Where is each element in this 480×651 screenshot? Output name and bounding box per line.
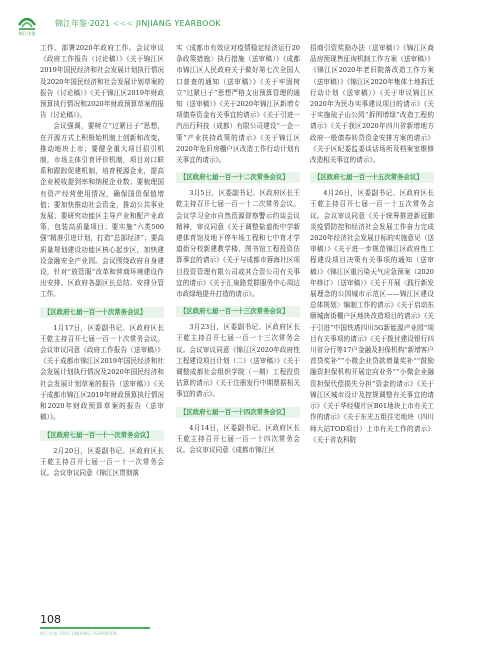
- section-heading: 【区政府七届一百一十一次常务会议】: [40, 430, 164, 441]
- paragraph: 实〈成都市有效应对疫情稳定经济运行20条政策措施〉执行措施（送审稿）》《成都市锦江区人民政府关于做好第七次全国人口普查的通知（送审稿）》《关于牢固树立“过紧日子”思想严格支出预算管理的通知（送审稿）》《关于2020年锦江区新增专项债券资金有关事宜的请示》《关于引进一汽出行科技（成都）有限公司建设“一企一策”产业扶持政策的请示》《关于锦江区2020年危旧房棚户区改造工作行动计划有关事宜的请示》。: [176, 44, 300, 165]
- running-head: [55, 18, 221, 29]
- text-column-2: [176, 43, 300, 456]
- section-heading: 【区政府七届一百一十四次常务会议】: [176, 407, 300, 418]
- section-heading: 【区政府七届一百一十次常务会议】: [40, 307, 164, 318]
- english-title: JINJIANG YEARBOOK: [136, 19, 221, 28]
- running-head-arrows: <<<: [112, 19, 134, 28]
- paragraph: 4月26日，区委副书记、区政府区长王乾主持召开七届一百一十五次常务会议。会议审议同意《关于统筹推进新冠肺炎疫情防控和经济社会发展工作奋力完成2020年经济社会发展目标的实施意见（送审稿）》《关于进一步规范锦江区政府性工程建设项目决策有关事项的通知（送审稿）》《锦江区重污染天气应急预案（2020年修订）（送审稿）》《关于开展〈践行新发展理念的公园城市示范区——锦江区建设总体规划〉编制工作的请示》《关于启动东顺城南街棚户区地块改造项目的请示》《关于引进“中国铁塔四川5G新能源产业园”项目有关事项的请示》《关于拨付建设银行四川省分行等17户金融及担保机构“新增客户首贷奖补”“小微企业贷款增量奖补”“鼓励融资担保机构开展定向业务”“小微企业融资担保代偿损失分担”资金的请示》《关于锦江区城市设计及控规调整有关事宜的请示》《关于华经楼片区B01地块上市有关工作的请示》《关于东光五组住宅地块（四川师大站TOD项目）上市有关工作的请示》《关于省农科院: [310, 189, 434, 444]
- paragraph: 1月17日，区委副书记、区政府区长王乾主持召开七届一百一十次常务会议。会议审议同意《政府工作报告（送审稿）》《关于成都市锦江区2019年国民经济和社会发展计划执行情况及2020年国民经济和社会发展计划草案的报告（送审稿）》《关于成都市锦江区2019年财政预算执行情况和2020年财政预算草案的报告（送审稿）》。: [40, 323, 164, 422]
- yearbook-logo-icon: [16, 10, 38, 32]
- paragraph: 3月23日，区委副书记、区政府区长王乾主持召开七届一百一十三次常务会议。会议审议同意《锦江区2020年政府性工程建设项目计划（二）（送审稿）》《关于调整成都社会组织学院（一期）工程投资估算的请示》《关于注册发行中期票据相关事宜的请示》。: [176, 323, 300, 399]
- section-heading: 【区政府七届一百一十二次常务会议】: [176, 172, 300, 183]
- footer-caption: 锦江年鉴 2021 JINJIANG YEARBOOK: [40, 631, 118, 636]
- logo-caption: 锦江年鉴: [18, 31, 36, 36]
- section-heading: 【区政府七届一百一十三次常务会议】: [176, 306, 300, 317]
- paragraph: 招商引资奖励办法（送审稿）》《锦江区商品房预现售征询机制工作方案（送审稿）》《锦江区2020年老旧院落改造工作方案（送审稿）》《锦江区2020年集体土地拆迁行动计划（送审稿）》《关于审议锦江区2020年为民办实事建议项目的请示》《关于实施琉子山公园“拆围增绿”改造工程的请示》《关于我区2020年四川省新增地方政府一般债券转贷资金安排方案的请示》《关于区纪委监委谈话场所及档案室维修改造相关事宜的请示》。: [310, 44, 434, 165]
- paragraph: 2月20日，区委副书记、区政府区长王乾主持召开七届一百一十一次常务会议。会议审议同意《锦江区贯彻落: [40, 446, 164, 477]
- book-title: 锦江年鉴·2021: [55, 19, 110, 28]
- paragraph: 4月14日，区委副书记、区政府区长王乾主持召开七届一百一十四次常务会议。会议审议同意《成都市锦江区: [176, 423, 300, 455]
- paragraph: 会议强调，要树立“过紧日子”思想，在开源方式上积极始机制上创新和改变，推动地块上市；要健全重大项目招引机制，市场主体引育评价机制，项目对口联系和跟踪促建机制，培育税源企业，提高企业税收提到率和纳税企业数；要梳理国有资产经营使用情况，确保国资保值增值；要加快推动社会资金，推动公共事业发展；要研究功能区主导产业和配产业政策，包装高质量项目；要实施“六类500强”精准引进计划，打造“总部经济”；要高质量规划建设功能区核心起步区，加快建设金融安全产业园。会议围绕政府自身建设，针对“放管服”改革和营商环境建设作出安排。区政府各副区长总结、安排分管工作。: [40, 122, 164, 299]
- text-column-1: [40, 43, 164, 479]
- page-header: [0, 0, 480, 40]
- paragraph: 工作、部署2020年政府工作。会议审议《政府工作报告（讨论稿）》《关于锦江区2019年国民经济和社会发展计划执行情况及2020年国民经济和社会发展计划草案的报告（讨论稿）》《关于锦江区2019年财政预算执行情况和2020年财政预算草案的报告（讨论稿）》。: [40, 44, 164, 120]
- footer-rule: [40, 627, 150, 629]
- section-heading: 【区政府七届一百一十五次常务会议】: [310, 172, 434, 183]
- paragraph: 3月5日，区委副书记、区政府区长王乾主持召开七届一百一十二次常务会议。会议学习全市自然资源督察警示约谈会议精神，审议同意《关于调整盐道街中学新建体育馆及地下停车场工程和七中育才学道街分校新建教学楼、图书馆工程投资估算事宜的请示》《关于与成都市蓉海社区项目投资管理有限公司或其合资公司有关事宜的请示》《关于汇泉路党群服务中心周边市政绿地提升打造的请示》。: [176, 189, 300, 299]
- text-column-3: [310, 43, 434, 446]
- page-number: 108: [40, 613, 61, 626]
